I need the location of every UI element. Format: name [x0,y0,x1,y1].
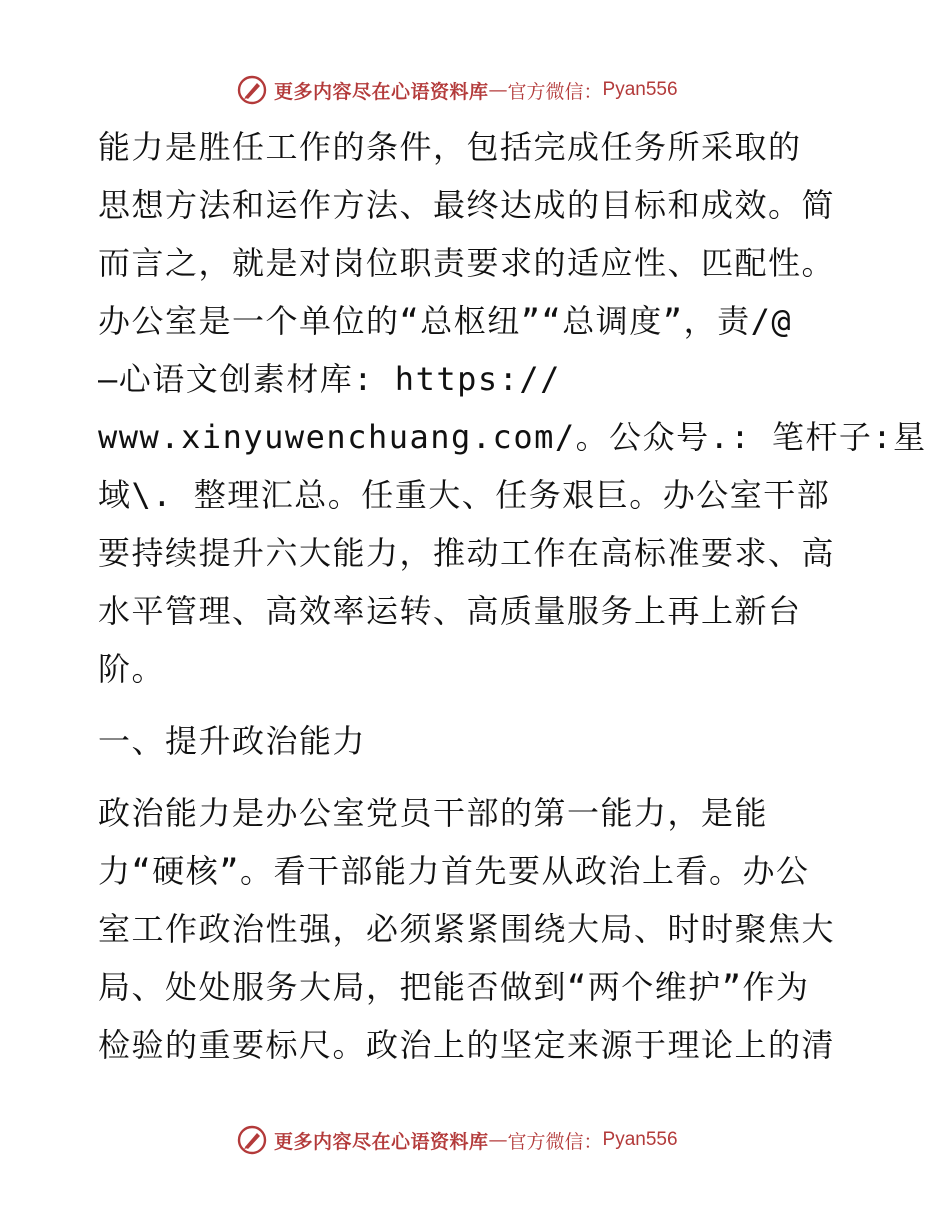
text-line: 检验的重要标尺。政治上的坚定来源于理论上的清 [98,1026,836,1064]
text-line: 力“硬核”。看干部能力首先要从政治上看。办公 [98,852,810,890]
header-watermark-banner [236,72,678,108]
banner-brand-text: 更多内容尽在心语资料库 [274,80,489,103]
footer-watermark-banner [236,1122,678,1158]
text-line: 室工作政治性强，必须紧紧围绕大局、时时聚焦大 [98,910,836,948]
banner-wechat-handle: Pyan556 [602,79,678,100]
banner-dash: — [488,1129,508,1151]
text-line: 办公室是一个单位的“总枢纽”“总调度”，责/@ [98,302,793,340]
banner-brand-text: 更多内容尽在心语资料库 [274,1130,489,1153]
text-line: 能力是胜任工作的条件，包括完成任务所采取的 [98,128,802,166]
text-line: —心语文创素材库: https:// [98,360,561,398]
text-line: 局、处处服务大局，把能否做到“两个维护”作为 [98,968,810,1006]
text-line: www.xinyuwenchuang.com/。公众号.: 笔杆子:星 [98,418,927,456]
banner-wechat-label: 官方微信： [507,1130,603,1153]
quill-logo-icon [236,74,268,106]
text-line: 要持续提升六大能力，推动工作在高标准要求、高 [98,534,836,572]
banner-wechat-handle: Pyan556 [602,1129,678,1150]
text-line: 域\. 整理汇总。任重大、任务艰巨。办公室干部 [98,476,831,514]
text-line: 政治能力是办公室党员干部的第一能力，是能 [98,794,769,832]
section-heading: 一、提升政治能力 [98,722,367,760]
document-body [98,118,927,1074]
text-line: 水平管理、高效率运转、高质量服务上再上新台 [98,592,802,630]
text-line: 而言之，就是对岗位职责要求的适应性、匹配性。 [98,244,836,282]
paragraph-gap [98,698,858,712]
paragraph-gap [98,770,858,784]
text-line: 阶。 [98,650,166,688]
quill-logo-icon [236,1124,268,1156]
banner-wechat-label: 官方微信： [507,80,603,103]
banner-dash: — [488,79,508,101]
text-line: 思想方法和运作方法、最终达成的目标和成效。简 [98,186,836,224]
